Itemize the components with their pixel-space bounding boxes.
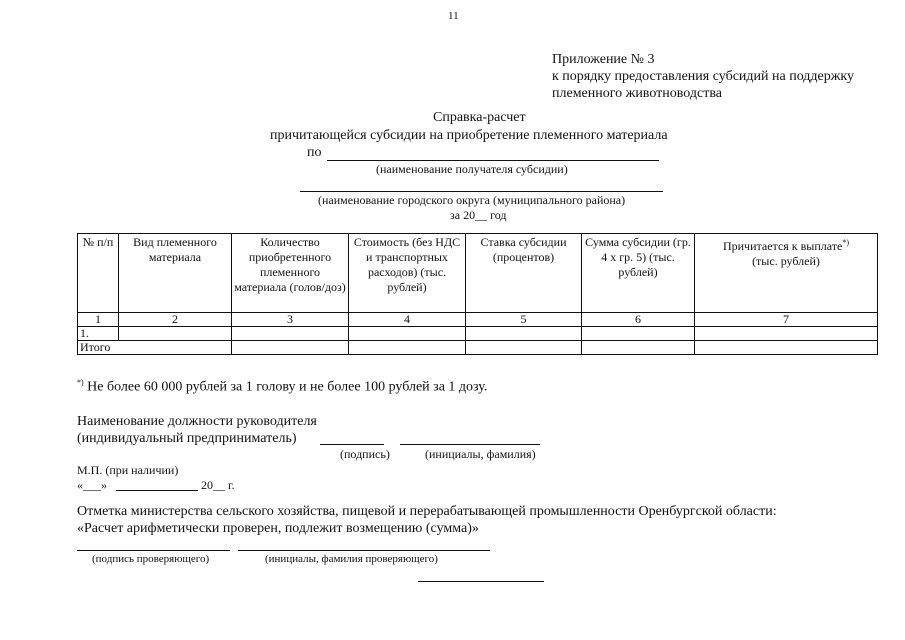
header-cell: Вид племенного материала <box>119 234 232 313</box>
header-cell: Ставка субсидии (процентов) <box>466 234 582 313</box>
footnote-mark: *) <box>842 238 850 247</box>
ministry-mark: Отметка министерства сельского хозяйства, пищевой и перерабатывающей промышленности Оренбургской области: <box>77 504 777 519</box>
po-label: по <box>307 145 322 160</box>
footnote-mark: *) <box>77 378 84 387</box>
footnote <box>77 378 487 396</box>
header-cell: Сумма субсидии (гр. 4 х гр. 5) (тыс. рублей) <box>582 234 695 313</box>
head-name-caption: (инициалы, фамилия) <box>425 447 536 461</box>
column-number: 2 <box>119 313 232 327</box>
document-title: Справка-расчет <box>433 110 526 125</box>
appendix-reference: к порядку предоставления субсидий на поддержку <box>552 69 855 84</box>
date-year: 20__ г. <box>201 478 235 492</box>
recipient-line <box>327 160 659 161</box>
stamp-label: М.П. (при наличии) <box>77 463 179 477</box>
checker-name-line <box>238 550 490 551</box>
table-cell <box>582 341 695 355</box>
table-cell <box>466 327 582 341</box>
table-cell <box>695 327 878 341</box>
footnote-text: Не более 60 000 рублей за 1 голову и не более 100 рублей за 1 дозу. <box>87 379 488 395</box>
total-row <box>78 341 878 355</box>
header-cell: Стоимость (без НДС и транспортных расходов) (тыс. рублей) <box>349 234 466 313</box>
payout-header-text: Причитается к выплате <box>722 239 843 253</box>
page-number: 11 <box>448 10 459 22</box>
bottom-line <box>418 581 544 582</box>
header-cell-payout <box>695 234 878 313</box>
date-day: «___» <box>77 478 107 492</box>
head-name-line <box>400 444 540 445</box>
table-cell <box>466 341 582 355</box>
column-number: 7 <box>695 313 878 327</box>
total-label: Итого <box>78 341 232 355</box>
row-number: 1. <box>78 327 119 341</box>
column-number: 1 <box>78 313 119 327</box>
column-number: 5 <box>466 313 582 327</box>
payout-header-unit: (тыс. рублей) <box>752 254 820 268</box>
column-number: 4 <box>349 313 466 327</box>
table-cell <box>695 341 878 355</box>
table-cell <box>582 327 695 341</box>
table-cell <box>349 327 466 341</box>
appendix-number: Приложение № 3 <box>552 52 655 67</box>
head-signature-caption: (подпись) <box>340 447 390 461</box>
district-caption: (наименование городского округа (муниципального района) <box>318 193 626 207</box>
table-cell <box>232 341 349 355</box>
subsidy-table <box>77 233 878 355</box>
table-cell <box>119 327 232 341</box>
header-cell: № п/п <box>78 234 119 313</box>
date-month-line <box>116 490 198 491</box>
table-header-row <box>78 234 878 313</box>
year-line: за 20__ год <box>450 208 507 222</box>
header-cell: Количество приобретенного племенного материала (голов/доз) <box>232 234 349 313</box>
district-line <box>300 191 663 192</box>
head-position-label: Наименование должности руководителя <box>77 414 317 429</box>
head-entrepreneur-label: (индивидуальный предприниматель) <box>77 431 297 446</box>
recipient-caption: (наименование получателя субсидии) <box>376 162 568 176</box>
column-number: 6 <box>582 313 695 327</box>
checker-name-caption: (инициалы, фамилия проверяющего) <box>265 553 438 565</box>
column-number: 3 <box>232 313 349 327</box>
ministry-verification: «Расчет арифметически проверен, подлежит возмещению (сумма)» <box>77 521 479 536</box>
document-subtitle: причитающейся субсидии на приобретение племенного материала <box>270 128 668 143</box>
checker-signature-line <box>77 550 230 551</box>
head-signature-line <box>320 444 384 445</box>
table-row <box>78 327 878 341</box>
table-cell <box>232 327 349 341</box>
appendix-subject: племенного животноводства <box>552 86 722 101</box>
checker-signature-caption: (подпись проверяющего) <box>92 553 210 565</box>
table-cell <box>349 341 466 355</box>
column-number-row <box>78 313 878 327</box>
